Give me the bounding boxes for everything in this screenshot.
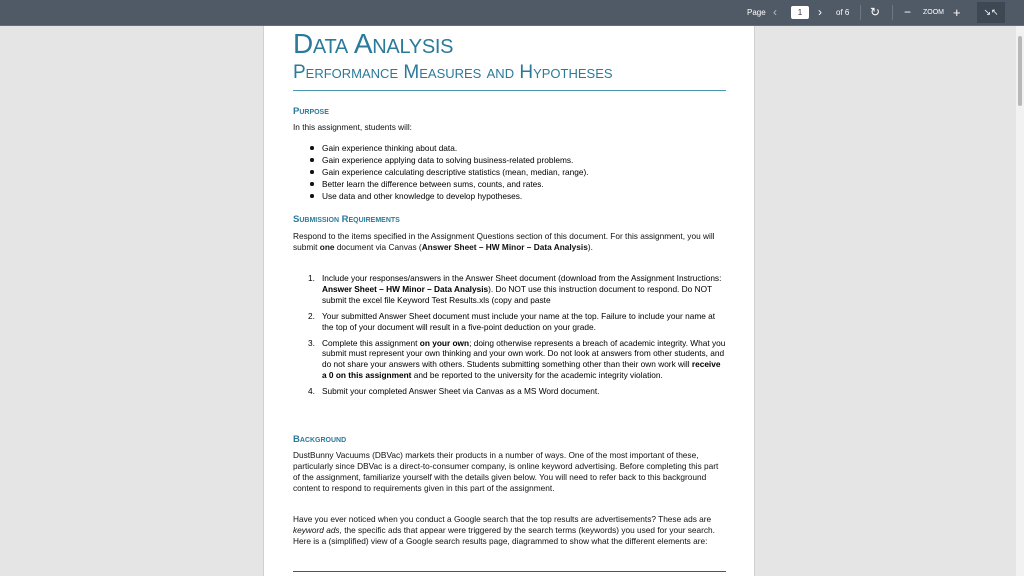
- purpose-list: [308, 142, 718, 202]
- list-item: Better learn the difference between sums, counts, and rates.: [308, 178, 718, 190]
- submission-intro: Respond to the items specified in the Assignment Questions section of this document. For this assignment, you will submit one document via Canvas (Answer Sheet – HW Minor – Data Analysis).: [293, 231, 715, 252]
- rotate-icon[interactable]: ↻: [870, 5, 881, 19]
- chevron-left-icon[interactable]: ‹: [773, 5, 777, 19]
- background-paragraph: DustBunny Vacuums (DBVac) markets their products in a number of ways. One of the most important of these, particularly since DBVac is a direct-to-consumer company, is online keyword advertising. Before completing this part of the assignment, familiarize yourself with the details given below. You will need to refer back to this background content to respond to requirements given in this part of the assignment.: [293, 450, 719, 493]
- toolbar-divider: [892, 5, 893, 20]
- chevron-right-icon[interactable]: ›: [818, 5, 822, 19]
- page-label: Page: [747, 8, 766, 17]
- document-page: [263, 26, 755, 576]
- minus-icon[interactable]: −: [904, 5, 912, 19]
- page-count-label: of 6: [836, 8, 850, 17]
- list-item: Gain experience thinking about data.: [308, 142, 718, 154]
- title-divider: [293, 90, 726, 91]
- zoom-label: ZOOM: [923, 9, 944, 16]
- list-item: 2. Your submitted Answer Sheet document must include your name at the top. Failure to include your name at the top of your document will result in a five-point deduction on your grade.: [308, 310, 716, 332]
- document-title: Data Analysis: [293, 28, 454, 59]
- submission-list: [308, 273, 726, 397]
- list-item: 3. Complete this assignment on your own; doing otherwise represents a breach of academic integrity. What you submit must represent your own thinking and your own work. Do not look at answers from other students, and do not share your answers with others. Students submitting something other than their own work will receive a 0 on this assignment and be reported to the university for the academic integrity violation.: [308, 337, 726, 381]
- page-number-input[interactable]: 1: [791, 6, 809, 19]
- list-item: 1. Include your responses/answers in the Answer Sheet document (download from the Assignment Instructions: Answer Sheet – HW Minor – Data Analysis). Do NOT use this instruction document to respond. Do NOT submit the excel file Keyword Test Results.xls (copy and paste: [308, 273, 722, 305]
- collapse-icon[interactable]: ↘↖: [977, 2, 1005, 23]
- list-item: Use data and other knowledge to develop hypotheses.: [308, 190, 718, 202]
- background-paragraph-2: Have you ever noticed when you conduct a Google search that the top results are advertisements? These ads are keyword ads, the specific ads that appear were triggered by the search terms (keywords) you used for your search. Here is a (simplified) view of a Google search results page, diagrammed to show what the different elements are:: [293, 514, 715, 546]
- document-subtitle: Performance Measures and Hypotheses: [293, 62, 613, 83]
- list-item: Gain experience calculating descriptive statistics (mean, median, range).: [308, 166, 718, 178]
- purpose-heading: Purpose: [293, 106, 329, 117]
- submission-heading: Submission Requirements: [293, 214, 400, 225]
- plus-icon[interactable]: +: [953, 5, 961, 20]
- purpose-intro: In this assignment, students will:: [293, 122, 412, 132]
- pdf-toolbar: [0, 0, 1024, 26]
- list-item: Gain experience applying data to solving business-related problems.: [308, 154, 718, 166]
- page-divider: [293, 571, 726, 572]
- list-item: 4. Submit your completed Answer Sheet via Canvas as a MS Word document.: [308, 386, 600, 397]
- scrollbar[interactable]: [1016, 26, 1024, 576]
- toolbar-divider: [860, 5, 861, 20]
- scrollbar-thumb[interactable]: [1018, 36, 1022, 106]
- background-heading: Background: [293, 434, 347, 445]
